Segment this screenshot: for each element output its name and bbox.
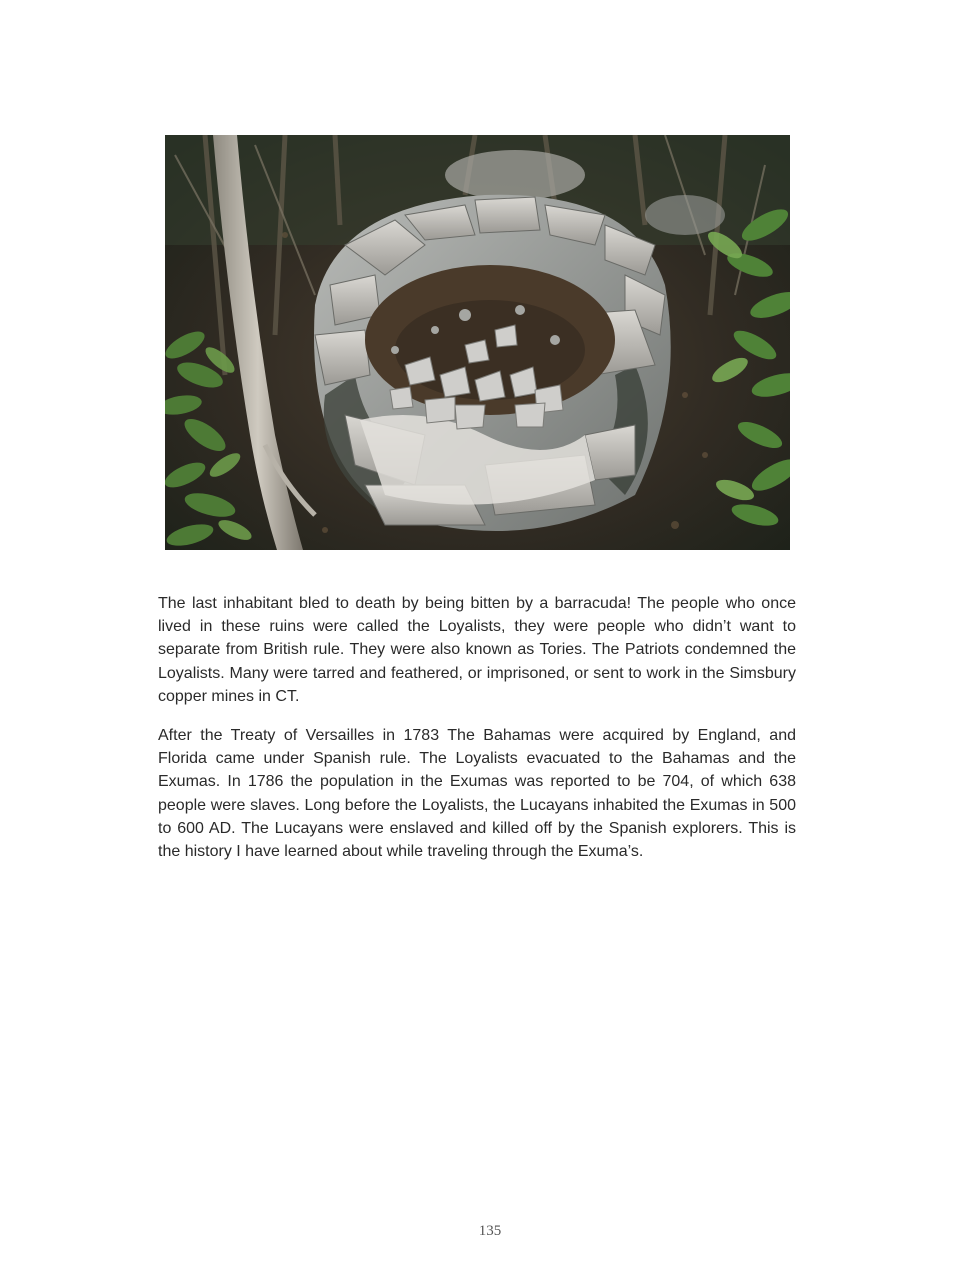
paragraph-loyalists: The last inhabitant bled to death by being bitten by a barracuda! The people who once lived in these ruins were called the Loyalists, they were people who didn’t want to separate from British rule. They were also known as Tories. The Patriots condemned the Loyalists. Many were tarred and feathered, or imprisoned, or sent to work in the Simsbury copper mines in CT. — [158, 595, 796, 705]
paragraph-treaty-history: After the Treaty of Versailles in 1783 The Bahamas were acquired by England, and Florida came under Spanish rule. The Loyalists evacuated to the Bahamas and the Exumas. In 1786 the population in the Exumas was reported to be 704, of which 638 people were slaves. Long before the Loyalists, the Lucayans inhabited the Exumas in 500 to 600 AD. The Lucayans were enslaved and killed off by the Spanish explorers. This is the history I have learned about while traveling through the Exuma’s. — [158, 727, 796, 861]
ruin-photo — [165, 135, 790, 550]
ruin-photo-illustration — [165, 135, 790, 550]
body-text — [158, 592, 796, 879]
page-number: 135 — [478, 1223, 502, 1239]
